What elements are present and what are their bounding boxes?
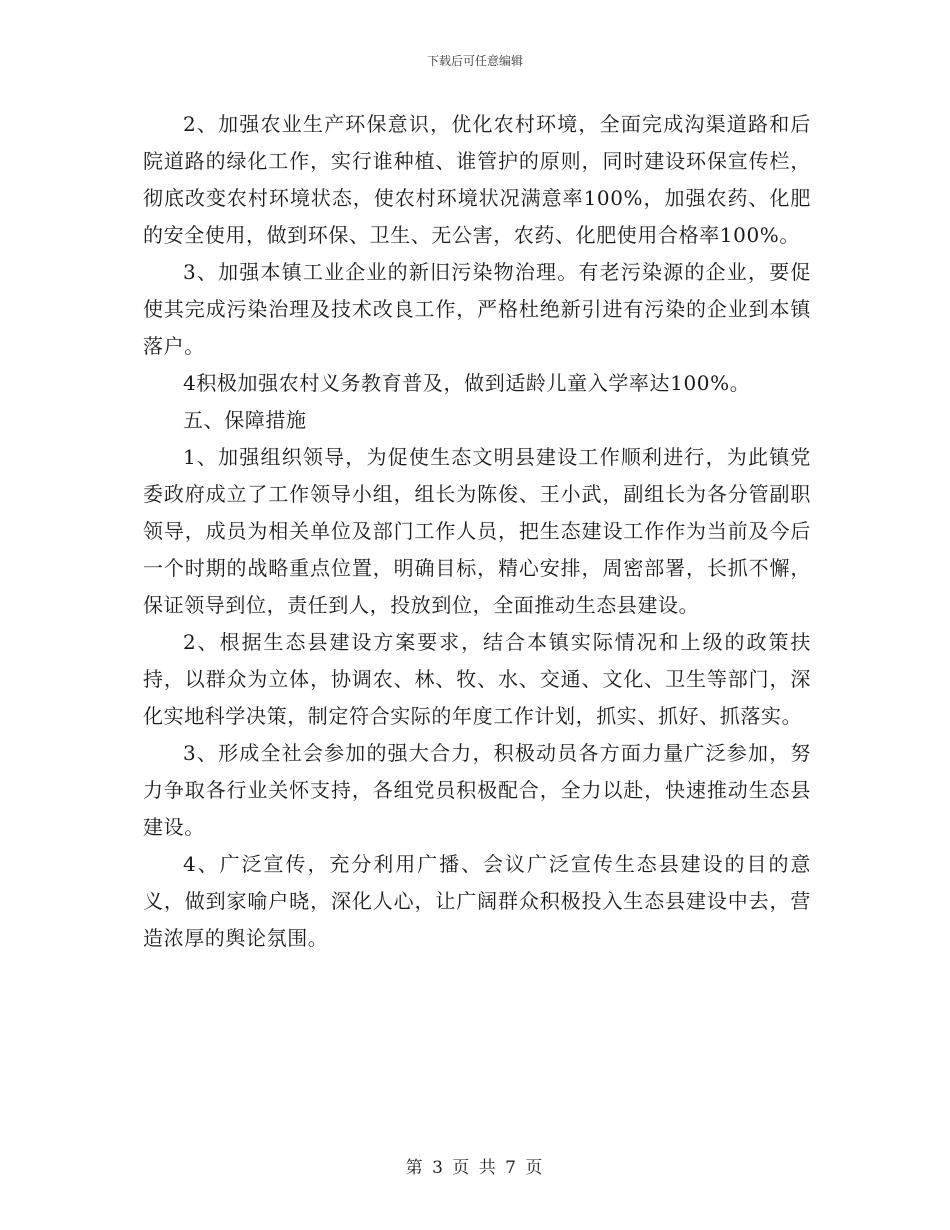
paragraph-industrial-pollution: 3、加强本镇工业企业的新旧污染物治理。有老污染源的企业，要促使其完成污染治理及技术改良工作，严格杜绝新引进有污染的企业到本镇落户。 <box>143 260 811 358</box>
paragraph-education: 4积极加强农村义务教育普及，做到适龄儿童入学率达100%。 <box>183 371 751 395</box>
page-number-footer: 第 3 页 共 7 页 <box>405 1158 545 1178</box>
section-heading-safeguards: 五、保障措施 <box>183 408 307 432</box>
paragraph-construction-plan: 2、根据生态县建设方案要求，结合本镇实际情况和上级的政策扶持，以群众为立体，协调农、林、牧、水、交通、文化、卫生等部门，深化实地科学决策，制定符合实际的年度工作计划，抓实、抓好、抓落实。 <box>143 630 811 728</box>
paragraph-publicity: 4、广泛宣传，充分利用广播、会议广泛宣传生态县建设的目的意义，做到家喻户晓，深化人心，让广阔群众积极投入生态县建设中去，营造浓厚的舆论氛围。 <box>143 852 811 950</box>
page-header: 下载后可任意编辑 <box>426 54 523 68</box>
paragraph-organization-leadership: 1、加强组织领导，为促使生态文明县建设工作顺利进行，为此镇党委政府成立了工作领导小组，组长为陈俊、王小武，副组长为各分管副职领导，成员为相关单位及部门工作人员，把生态建设工作作为当前及今后一个时期的战略重点位置，明确目标，精心安排，周密部署，长抓不懈，保证领导到位，责任到人，投放到位，全面推动生态县建设。 <box>143 445 811 617</box>
document-body <box>143 106 811 957</box>
paragraph-agriculture-environment: 2、加强农业生产环保意识，优化农村环境，全面完成沟渠道路和后院道路的绿化工作，实行谁种植、谁管护的原则，同时建设环保宣传栏，彻底改变农村环境状态，使农村环境状况满意率100%，加强农药、化肥的安全使用，做到环保、卫生、无公害，农药、化肥使用合格率100%。 <box>143 112 811 247</box>
paragraph-social-participation: 3、形成全社会参加的强大合力，积极动员各方面力量广泛参加，努力争取各行业关怀支持，各组党员积极配合，全力以赴，快速推动生态县建设。 <box>143 741 811 839</box>
